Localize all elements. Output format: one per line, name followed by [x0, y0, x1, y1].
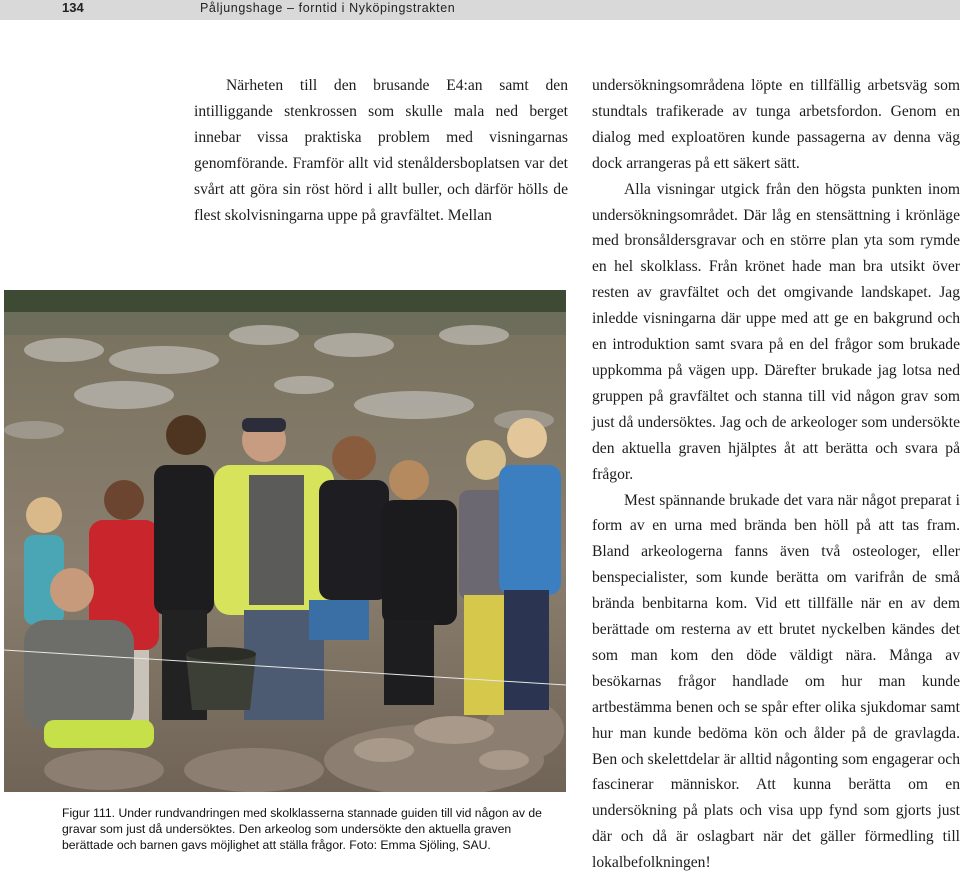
right-paragraph-3: Mest spännande brukade det vara när något preparat i form av en urna med brända ben höll på att tas fram. Bland arkeologerna fanns även två osteologer, eller benspecialister, som kunde berätta om varifrån de små brända benbitarna kom. Vid ett tillfälle när en av dem berättade om resterna av ett brutet nyckelben kändes det som man kom den döde väldigt nära. Många av besökarnas frågor handlade om hur man kunde artbestämma benen och se spår efter olika sjukdomar samt hur man kunde bedöma kön och ålder på de gravlagda. Ben och skelettdelar är alltid någonting som engagerar och fascinerar människor. Att kunna berätta om en undersökning på plats och visa upp fynd som gjorts just där och då är oslagbart när det gäller förmedling till lokalbefolkningen! [592, 491, 960, 872]
running-header-bar [0, 0, 960, 20]
left-column-text [194, 73, 568, 228]
page-number: 134 [62, 0, 84, 15]
left-paragraph: Närheten till den brusande E4:an samt den intilliggande stenkrossen som skulle mala ned berget innebar vissa praktiska problem med visningarnas genomförande. Framför allt vid stenåldersboplatsen var det svårt att göra sin röst hörd i allt buller, och därför hölls de flest skolvisningarna uppe på gravfältet. Mellan [194, 77, 568, 224]
right-column-text [592, 73, 960, 876]
right-paragraph-2: Alla visningar utgick från den högsta punkten inom undersökningsområdet. Där låg en stensättning i krönläge med bronsåldersgravar och en större plan yta som rymde en hel skolklass. Från krönet hade man bra utsikt över resten av gravfältet och det omgivande landskapet. Jag inledde visningarna där uppe med att ge en bakgrund och en introduktion samt svara på en del frågor som brukade uppkomma på vägen upp. Därefter brukade jag lotsa ned gruppen på gravfältet och stanna till vid någon grav som just då undersöktes. Jag och de arkeologer som undersökte den aktuella graven hjälptes åt att berätta och svara på frågor. [592, 180, 960, 483]
right-paragraph-1: undersökningsområdena löpte en tillfällig arbetsväg som stundtals trafikerade av tunga arbetsfordon. Genom en dialog med exploatören kunde passagerna av denna väg dock arrangeras på ett säkert sätt. [592, 77, 960, 172]
figure-photo [4, 290, 566, 792]
figure-caption: Figur 111. Under rundvandringen med skolklasserna stannade guiden till vid någon av de gravar som just då undersöktes. Den arkeolog som undersökte den aktuella graven berättade och barnen gavs möjlighet att ställa frågor. Foto: Emma Sjöling, SAU. [62, 806, 542, 852]
running-title: Påljungshage – forntid i Nyköpingstrakten [200, 1, 456, 15]
photo-illustration [4, 290, 566, 792]
